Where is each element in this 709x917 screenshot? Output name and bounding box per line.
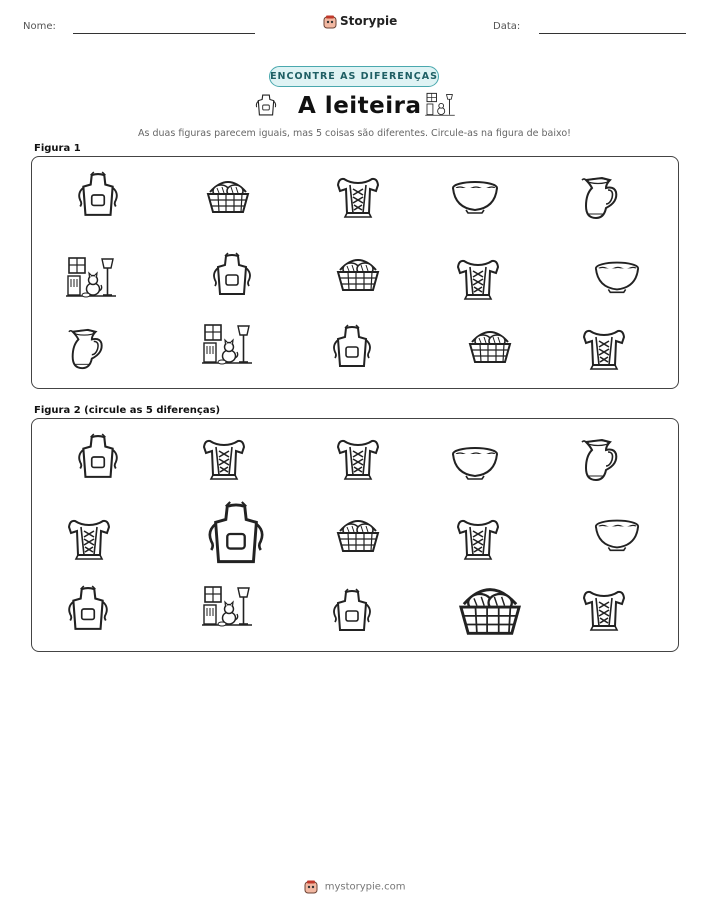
apron-icon[interactable]	[66, 586, 110, 632]
footer	[0, 880, 709, 894]
apron-icon	[76, 172, 120, 218]
figure2-label: Figura 2 (circule as 5 diferenças)	[34, 405, 221, 416]
apron-icon	[255, 92, 277, 118]
bodice-icon[interactable]	[582, 587, 626, 633]
storypie-logo-icon	[304, 880, 318, 894]
jug-icon	[66, 326, 110, 372]
room-cat-icon	[202, 322, 252, 366]
apron-icon[interactable]	[202, 502, 270, 566]
brand-logo	[323, 14, 397, 28]
bowl-icon	[450, 178, 500, 214]
name-line[interactable]	[73, 33, 255, 34]
basket-icon[interactable]	[336, 515, 380, 555]
date-line[interactable]	[539, 33, 686, 34]
apron-icon[interactable]	[332, 588, 372, 634]
bodice-icon	[336, 174, 380, 220]
bodice-icon[interactable]	[202, 436, 246, 482]
bowl-icon[interactable]	[593, 516, 641, 552]
date-label: Data:	[493, 21, 521, 32]
bodice-icon[interactable]	[336, 436, 380, 482]
basket-icon	[206, 176, 250, 216]
footer-url: mystorypie.com	[324, 881, 406, 893]
basket-icon[interactable]	[458, 580, 522, 640]
brand-name: Storypie	[340, 14, 398, 28]
page-title: A leiteira	[298, 93, 422, 119]
bodice-icon[interactable]	[456, 516, 500, 562]
apron-icon	[332, 324, 372, 370]
room-cat-icon	[66, 255, 116, 299]
bodice-icon	[456, 256, 500, 302]
bodice-icon	[582, 326, 626, 372]
apron-icon[interactable]	[76, 434, 120, 480]
room-cat-icon	[424, 91, 456, 117]
room-cat-icon[interactable]	[202, 584, 252, 628]
bowl-icon[interactable]	[450, 444, 500, 480]
bodice-icon[interactable]	[67, 516, 111, 562]
figure1-label: Figura 1	[34, 143, 81, 154]
find-differences-badge: ENCONTRE AS DIFERENÇAS	[269, 66, 439, 87]
apron-icon	[212, 252, 252, 298]
name-label: Nome:	[23, 21, 56, 32]
jug-icon[interactable]	[580, 436, 624, 484]
bowl-icon	[593, 258, 641, 294]
basket-icon	[468, 326, 512, 366]
jug-icon	[580, 174, 624, 222]
basket-icon	[336, 254, 380, 294]
storypie-logo-icon	[323, 14, 337, 28]
instructions-text: As duas figuras parecem iguais, mas 5 coisas são diferentes. Circule-as na figura de baixo!	[138, 128, 571, 139]
